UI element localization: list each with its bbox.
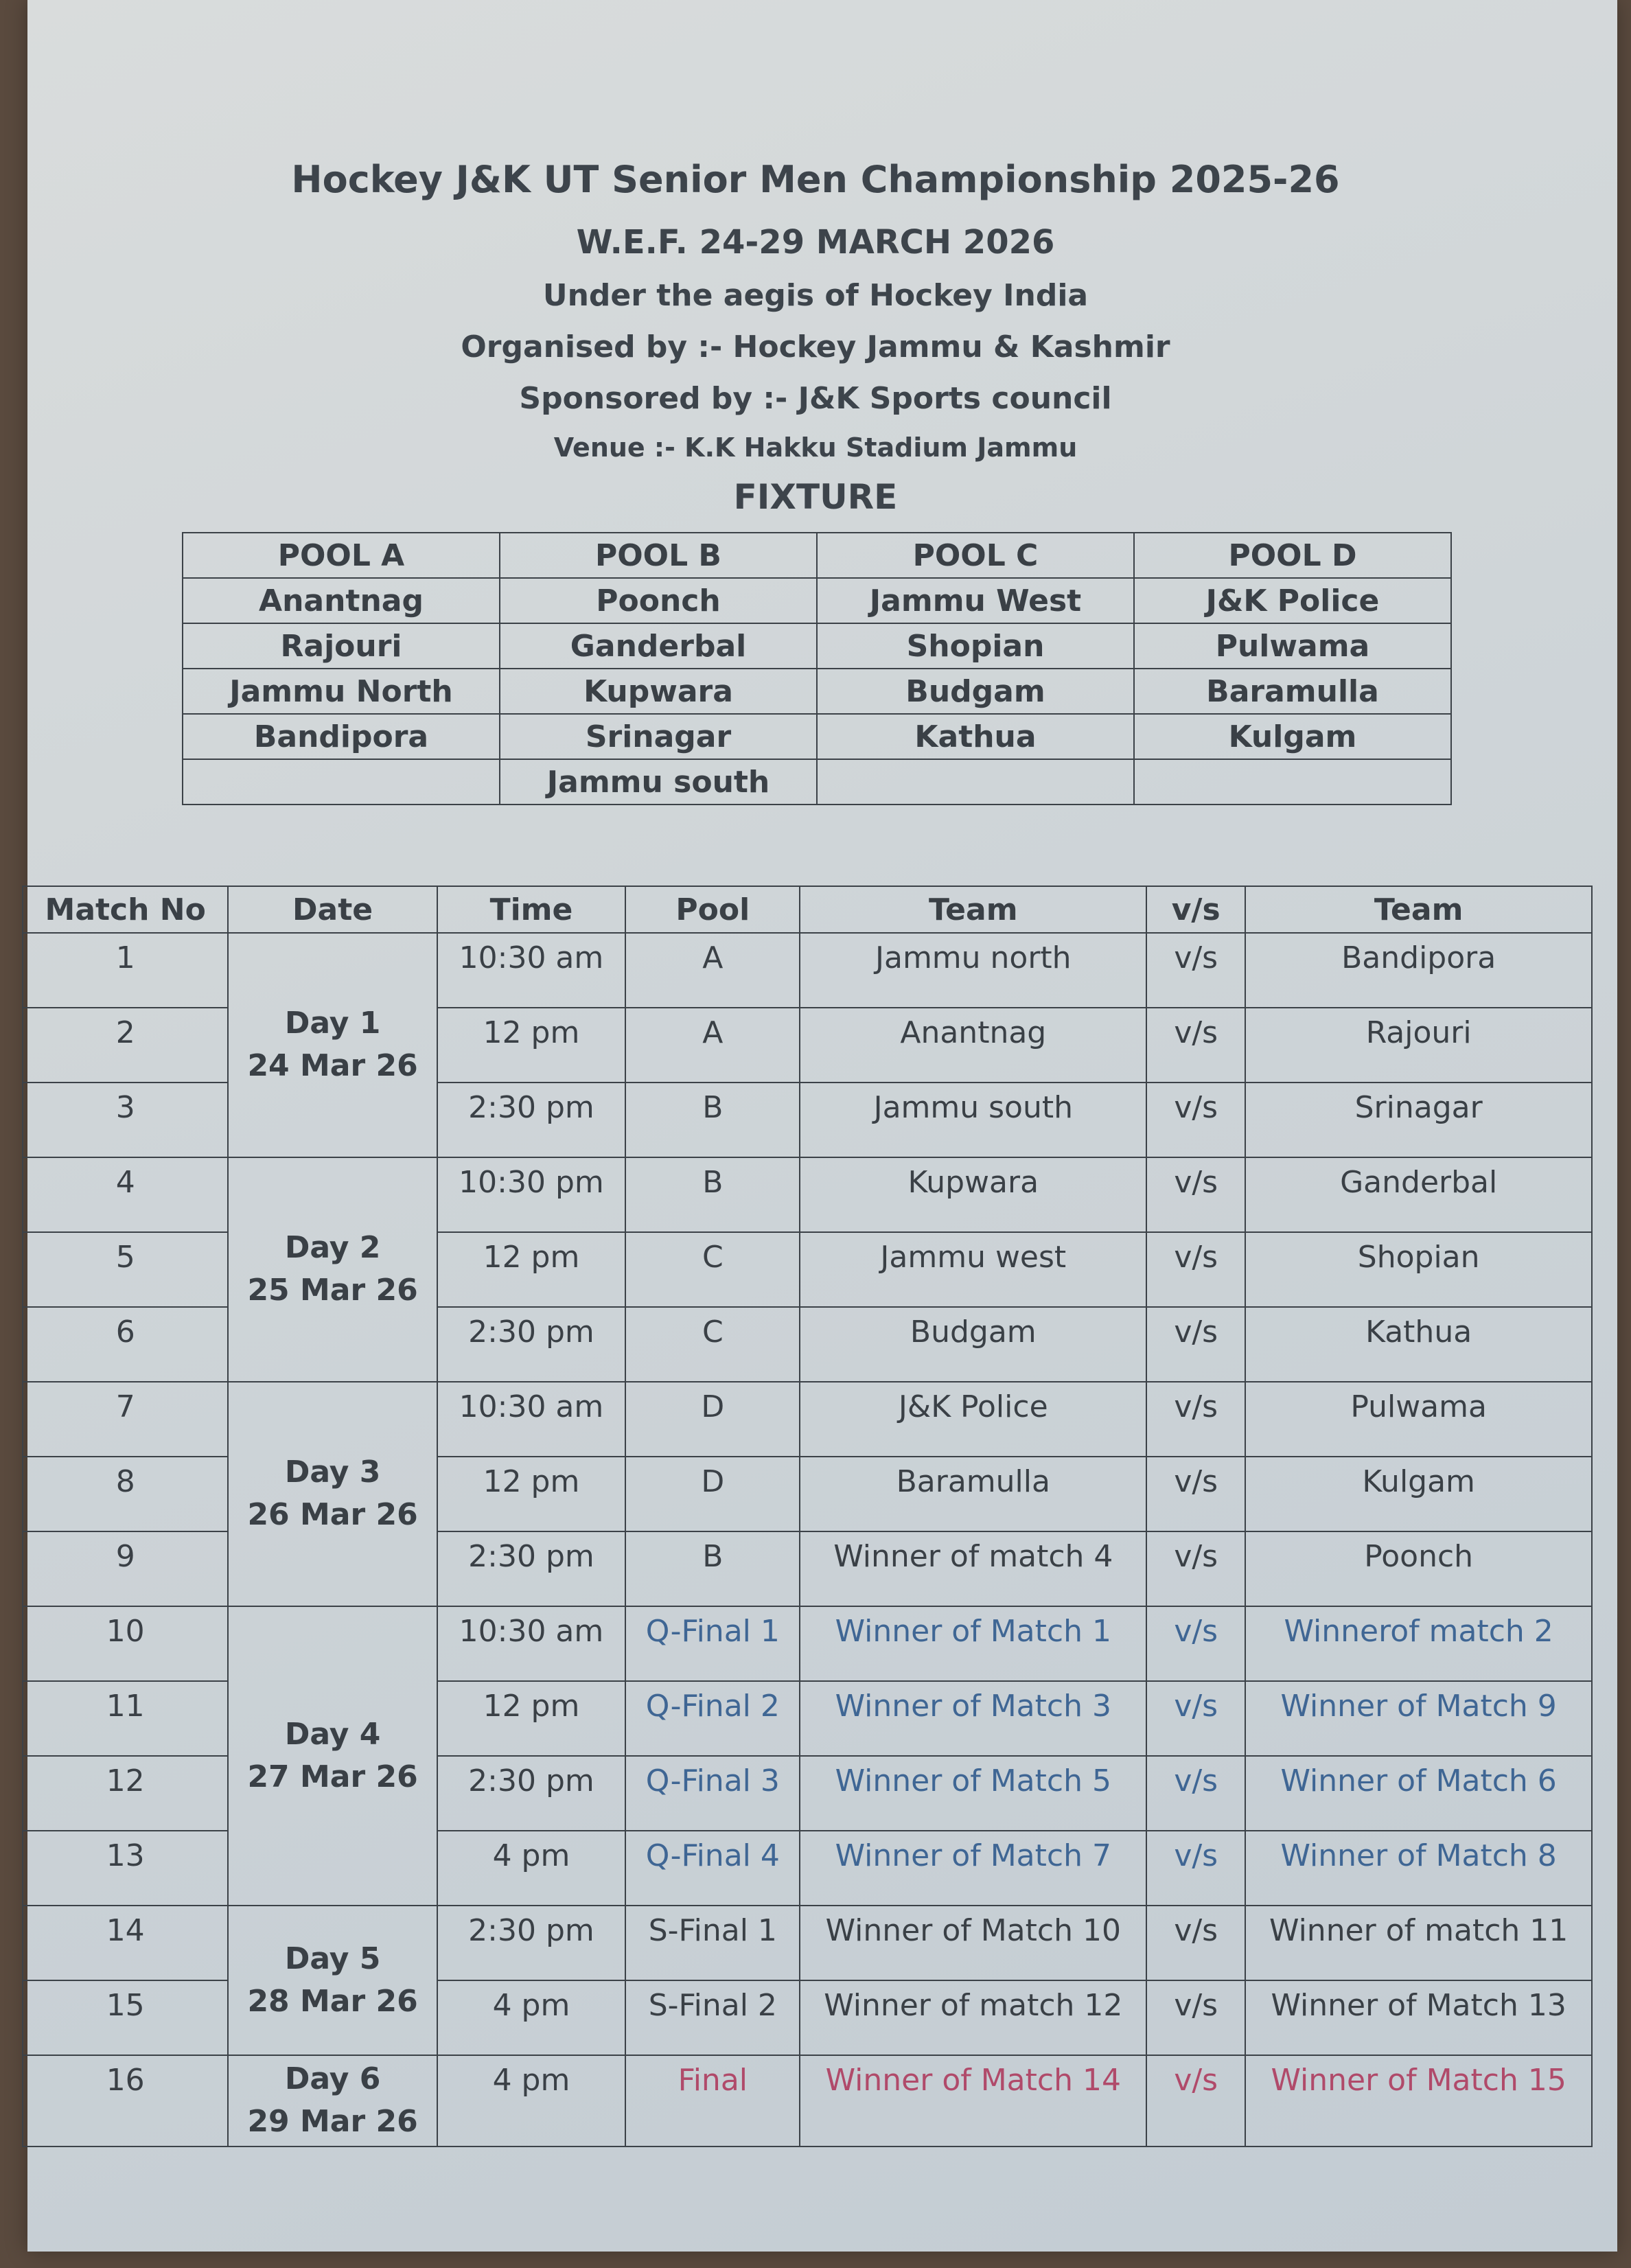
pools-table: [182, 532, 1452, 805]
pool-team: Kathua: [817, 714, 1134, 759]
aegis-line: Under the aegis of Hockey India: [542, 278, 1089, 313]
pools-row: [183, 578, 1451, 623]
pool-a-header: POOL A: [183, 533, 500, 578]
vs-label: v/s: [1146, 1831, 1245, 1906]
wef-dates: W.E.F. 24-29 MARCH 2026: [576, 223, 1055, 262]
match-no: 15: [23, 1980, 228, 2055]
day-label: Day 4: [284, 1716, 381, 1752]
vs-label: v/s: [1146, 1531, 1245, 1606]
match-time: 2:30 pm: [437, 1307, 625, 1382]
pool-team: Ganderbal: [500, 623, 817, 669]
match-no: 6: [23, 1307, 228, 1382]
team-one: Jammu south: [800, 1083, 1146, 1157]
vs-label: v/s: [1146, 2055, 1245, 2146]
match-pool: D: [625, 1457, 800, 1531]
match-pool: S-Final 2: [625, 1980, 800, 2055]
team-two: Rajouri: [1245, 1008, 1592, 1083]
championship-title: Hockey J&K UT Senior Men Championship 2025-26: [291, 158, 1340, 201]
match-no: 2: [23, 1008, 228, 1083]
table-row: [23, 2055, 1592, 2146]
pool-team: [817, 759, 1134, 805]
table-row: [23, 933, 1592, 1008]
match-time: 10:30 am: [437, 1382, 625, 1457]
day-date: 26 Mar 26: [247, 1497, 418, 1532]
table-row: [23, 1157, 1592, 1232]
vs-label: v/s: [1146, 1307, 1245, 1382]
team-one: Winner of Match 10: [800, 1906, 1146, 1980]
team-one: J&K Police: [800, 1382, 1146, 1457]
team-two: Winner of match 11: [1245, 1906, 1592, 1980]
team-two: Kulgam: [1245, 1457, 1592, 1531]
match-time: 12 pm: [437, 1457, 625, 1531]
team-one: Winner of match 12: [800, 1980, 1146, 2055]
pool-team: [183, 759, 500, 805]
pools-row: [183, 623, 1451, 669]
vs-label: v/s: [1146, 1756, 1245, 1831]
pool-team: Baramulla: [1134, 669, 1451, 714]
team-two: Winner of Match 15: [1245, 2055, 1592, 2146]
match-no: 8: [23, 1457, 228, 1531]
vs-label: v/s: [1146, 1457, 1245, 1531]
team-one: Winner of Match 7: [800, 1831, 1146, 1906]
day-date: 25 Mar 26: [247, 1273, 418, 1308]
team-two: Winner of Match 9: [1245, 1681, 1592, 1756]
pool-header: Pool: [625, 886, 800, 933]
match-time: 12 pm: [437, 1681, 625, 1756]
vs-label: v/s: [1146, 1906, 1245, 1980]
team-one: Jammu north: [800, 933, 1146, 1008]
match-no: 13: [23, 1831, 228, 1906]
team-two: Kathua: [1245, 1307, 1592, 1382]
pool-c-header: POOL C: [817, 533, 1134, 578]
match-pool: Q-Final 4: [625, 1831, 800, 1906]
vs-label: v/s: [1146, 1157, 1245, 1232]
day-cell: [228, 1906, 437, 2055]
team-one: Kupwara: [800, 1157, 1146, 1232]
vs-label: v/s: [1146, 1232, 1245, 1307]
team1-header: Team: [800, 886, 1146, 933]
pool-team: Poonch: [500, 578, 817, 623]
table-row: [23, 1382, 1592, 1457]
team-one: Winner of Match 14: [800, 2055, 1146, 2146]
pool-team: J&K Police: [1134, 578, 1451, 623]
match-time: 2:30 pm: [437, 1756, 625, 1831]
pool-team: Budgam: [817, 669, 1134, 714]
match-time: 10:30 am: [437, 1606, 625, 1681]
match-no: 1: [23, 933, 228, 1008]
match-time: 2:30 pm: [437, 1531, 625, 1606]
match-time: 4 pm: [437, 2055, 625, 2146]
team-two: Winner of Match 13: [1245, 1980, 1592, 2055]
vs-label: v/s: [1146, 1606, 1245, 1681]
match-no: 11: [23, 1681, 228, 1756]
pool-team: Rajouri: [183, 623, 500, 669]
pools-row: [183, 669, 1451, 714]
team-two: Bandipora: [1245, 933, 1592, 1008]
match-pool: B: [625, 1083, 800, 1157]
table-row: [23, 1606, 1592, 1681]
team-one: Winner of match 4: [800, 1531, 1146, 1606]
match-pool: Q-Final 2: [625, 1681, 800, 1756]
pool-team: Kupwara: [500, 669, 817, 714]
team-one: Winner of Match 5: [800, 1756, 1146, 1831]
vs-label: v/s: [1146, 1382, 1245, 1457]
team-one: Winner of Match 1: [800, 1606, 1146, 1681]
match-time: 4 pm: [437, 1980, 625, 2055]
team-two: Winnerof match 2: [1245, 1606, 1592, 1681]
pool-team: Jammu south: [500, 759, 817, 805]
match-time: 12 pm: [437, 1232, 625, 1307]
match-no: 9: [23, 1531, 228, 1606]
day-cell: [228, 1157, 437, 1382]
day-label: Day 5: [284, 1941, 381, 1976]
day-label: Day 2: [284, 1230, 381, 1265]
match-time: 10:30 pm: [437, 1157, 625, 1232]
day-label: Day 3: [284, 1455, 381, 1490]
vs-label: v/s: [1146, 933, 1245, 1008]
match-pool: A: [625, 1008, 800, 1083]
pool-team: Jammu North: [183, 669, 500, 714]
match-pool: S-Final 1: [625, 1906, 800, 1980]
pool-d-header: POOL D: [1134, 533, 1451, 578]
team-two: Srinagar: [1245, 1083, 1592, 1157]
day-cell: [228, 933, 437, 1157]
match-time: 2:30 pm: [437, 1906, 625, 1980]
team-two: Ganderbal: [1245, 1157, 1592, 1232]
team-two: Winner of Match 8: [1245, 1831, 1592, 1906]
match-time: 12 pm: [437, 1008, 625, 1083]
team-one: Baramulla: [800, 1457, 1146, 1531]
vs-header: v/s: [1146, 886, 1245, 933]
match-no: 10: [23, 1606, 228, 1681]
day-cell: [228, 2055, 437, 2146]
match-pool: D: [625, 1382, 800, 1457]
team-one: Budgam: [800, 1307, 1146, 1382]
pool-b-header: POOL B: [500, 533, 817, 578]
pools-row: [183, 714, 1451, 759]
vs-label: v/s: [1146, 1008, 1245, 1083]
fixture-heading: FIXTURE: [733, 477, 898, 517]
match-pool: C: [625, 1307, 800, 1382]
team-one: Jammu west: [800, 1232, 1146, 1307]
match-time: 4 pm: [437, 1831, 625, 1906]
match-no: 14: [23, 1906, 228, 1980]
match-no: 7: [23, 1382, 228, 1457]
team-one: Anantnag: [800, 1008, 1146, 1083]
match-no: 12: [23, 1756, 228, 1831]
vs-label: v/s: [1146, 1980, 1245, 2055]
day-date: 29 Mar 26: [247, 2104, 418, 2139]
pool-team: Pulwama: [1134, 623, 1451, 669]
day-date: 24 Mar 26: [247, 1048, 418, 1083]
match-no: 4: [23, 1157, 228, 1232]
date-header: Date: [228, 886, 437, 933]
fixtures-table: [22, 886, 1593, 2147]
vs-label: v/s: [1146, 1083, 1245, 1157]
day-cell: [228, 1382, 437, 1606]
team-two: Winner of Match 6: [1245, 1756, 1592, 1831]
match-time: 10:30 am: [437, 933, 625, 1008]
match-pool: A: [625, 933, 800, 1008]
pool-team: Srinagar: [500, 714, 817, 759]
pool-team: Jammu West: [817, 578, 1134, 623]
pools-row: [183, 759, 1451, 805]
match-pool: B: [625, 1157, 800, 1232]
sponsor-line: Sponsored by :- J&K Sports council: [519, 381, 1112, 416]
venue-line: Venue :- K.K Hakku Stadium Jammu: [553, 432, 1078, 463]
pool-team: Shopian: [817, 623, 1134, 669]
team-two: Shopian: [1245, 1232, 1592, 1307]
day-cell: [228, 1606, 437, 1906]
table-row: [23, 1906, 1592, 1980]
pool-team: [1134, 759, 1451, 805]
day-date: 28 Mar 26: [247, 1983, 418, 2019]
organiser-line: Organised by :- Hockey Jammu & Kashmir: [461, 329, 1170, 364]
pool-team: Anantnag: [183, 578, 500, 623]
match-pool: Q-Final 1: [625, 1606, 800, 1681]
day-label: Day 6: [284, 2061, 381, 2096]
day-date: 27 Mar 26: [247, 1759, 418, 1794]
team2-header: Team: [1245, 886, 1592, 933]
team-two: Poonch: [1245, 1531, 1592, 1606]
match-no: 5: [23, 1232, 228, 1307]
match-pool: Final: [625, 2055, 800, 2146]
team-one: Winner of Match 3: [800, 1681, 1146, 1756]
time-header: Time: [437, 886, 625, 933]
day-label: Day 1: [284, 1006, 381, 1041]
vs-label: v/s: [1146, 1681, 1245, 1756]
match-pool: Q-Final 3: [625, 1756, 800, 1831]
pools-header-row: [183, 533, 1451, 578]
match-no-header: Match No: [23, 886, 228, 933]
match-pool: C: [625, 1232, 800, 1307]
match-no: 16: [23, 2055, 228, 2146]
match-no: 3: [23, 1083, 228, 1157]
team-two: Pulwama: [1245, 1382, 1592, 1457]
pool-team: Bandipora: [183, 714, 500, 759]
pool-team: Kulgam: [1134, 714, 1451, 759]
fixtures-header-row: [23, 886, 1592, 933]
match-pool: B: [625, 1531, 800, 1606]
match-time: 2:30 pm: [437, 1083, 625, 1157]
